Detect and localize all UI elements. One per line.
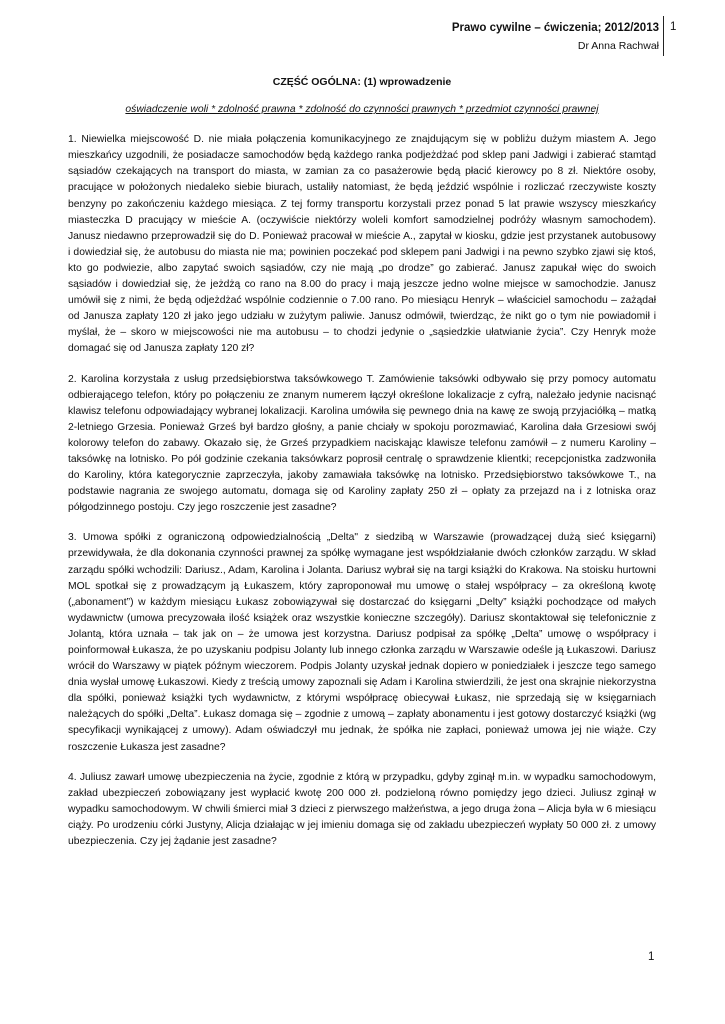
page-header xyxy=(452,19,659,55)
footer-page-number: 1 xyxy=(648,951,655,963)
task-3: 3. Umowa spółki z ograniczoną odpowiedzialnością „Delta" z siedzibą w Warszawie (prowadzącej dużą sieć księgarni) przewidywała, że dla dokonania czynności prawnej za spółkę wymagane jest współdziałanie dwóch członków zarządu. W skład zarządu spółki wchodzili: Dariusz., Adam, Karolina i Jolanta. Dariusz wybrał się na targi książki do Krakowa. Na stoisku hurtowni MOL spotkał się z prowadzącym ją Łukaszem, który zaproponował mu umowę o stałej współpracy – za określoną kwotę („abonament”) w każdym miesiącu Łukasz zobowiązywał się dostarczać do księgarni „Delty” książki pochodzące od małych wydawnictw (umowa precyzowała ilość książek oraz wszystkie konieczne szczegóły). Dariusz skontaktował się telefonicznie z Jolantą, która uznała – tak jak on – że umowa jest korzystna. Dariusz podpisał za spółkę „Delta” umowę o współpracy i poinformował Łukasza, że po uzyskaniu podpisu Jolanty lub innego członka zarządu w Warszawie odeśle ją Łukaszowi. Dariusz wrócił do Warszawy w piątek późnym wieczorem. Podpis Jolanty uzyskał jednak dopiero w poniedziałek i jeszcze tego samego dnia wysłał umowę Łukaszowi. Kiedy z treścią umowy zapoznali się Adam i Karolina stwierdzili, że jest ona skrajnie niekorzystna dla spółki, ponieważ książki tych wydawnictw, z którymi współpracę obiecywał Łukasz, nie sprzedają się w księgarniach należących do spółki „Delta”. Łukasz domaga się – zgodnie z umową – zapłaty abonamentu i jest gotowy dostarczyć książki (wg specyfikacji wynikającej z umowy). Adam oświadczył mu jednak, że spółka nie zapłaci, ponieważ umowa jej nie wiąże. Czy roszczenie Łukasza jest zasadne? xyxy=(68,532,656,753)
keywords-line: oświadczenie woli * zdolność prawna * zdolność do czynności prawnych * przedmiot czynności prawnej xyxy=(125,104,599,116)
document-body xyxy=(68,70,656,864)
task-1: 1. Niewielka miejscowość D. nie miała połączenia komunikacyjnego ze znajdującym się w pobliżu dużym miastem A. Jego mieszkańcy uzgodnili, że posiadacze samochodów będą każdego ranka podjeżdżać pod sklep pani Jadwigi i zabierać stamtąd sąsiadów czekających na transport do miasta, w zamian za co pasażerowie będą płacić kierowcy po 8 zł. Niektóre osoby, pracujące w położonych niedaleko siebie biurach, ustaliły natomiast, że będą jeździć wspólnie i rozliczać rzeczywiste koszty benzyny po zakończeniu każdego miesiąca. Z tej formy transportu korzystali przez ponad 5 lat prawie wszyscy mieszkańcy miasteczka D pracujący w mieście A. (oczywiście niektórzy woleli komfort samodzielnej podróży własnym samochodem). Janusz niedawno przeprowadził się do D. Ponieważ pracował w mieście A., zapytał w kiosku, gdzie jest przystanek autobusowy i dowiedział się, że autobusu do miasta nie ma; powinien poczekać pod sklepem pani Jadwigi i na pewno szybko zjawi się ktoś, kto go podwiezie, albo zapytać swoich sąsiadów, czy nie mają „po drodze” go zabierać. Janusz zapukał więc do swoich sąsiadów i dowiedział się, że jeżdżą co rano na 8.00 do pracy i mają jeszcze jedno wolne miejsce w samochodzie. Janusz umówił się z nimi, że będą odjeżdżać wspólnie codziennie o 7.00 rano. Po miesiącu Henryk – właściciel samochodu – zażądał od Janusza zapłaty 120 zł jako jego udziału w zużytym paliwie. Janusz odmówił, twierdząc, że nikt go o tym nie powiadomił i myślał, że – skoro w miejscowości nie ma autobusu – to chodzi jedynie o „sąsiedzkie ułatwianie życia”. Czy Henryk może domagać się od Janusza zapłaty 120 zł? xyxy=(68,134,656,355)
header-author: Dr Anna Rachwał xyxy=(577,40,659,52)
task-4: 4. Juliusz zawarł umowę ubezpieczenia na życie, zgodnie z którą w przypadku, gdyby zginął m.in. w wypadku samochodowym, zakład ubezpieczeń zobowiązany jest wypłacić kwotę 200 000 zł. podzieloną równo pomiędzy jego dzieci. Juliusz zginął w wypadku samochodowym. W chwili śmierci miał 3 dzieci z pierwszego małżeństwa, a jego druga żona – Alicja była w 6 miesiącu ciąży. Po urodzeniu córki Justyny, Alicja działając w jej imieniu domaga się od zakładu ubezpieczeń wypłaty 50 000 zł. z umowy ubezpieczenia. Czy jej żądanie jest zasadne? xyxy=(68,771,656,848)
task-2: 2. Karolina korzystała z usług przedsiębiorstwa taksówkowego T. Zamówienie taksówki odbywało się przy pomocy automatu odbierającego telefon, który po połączeniu ze znanym numerem łączył określone lokalizacje z cyfrą, należało jedynie nacisnąć klawisz telefonu odpowiadający wybranej lokalizacji. Karolina umówiła się pewnego dnia na kawę ze swoją przyjaciółką – matką 2-letniego Grzesia. Ponieważ Grześ był bardzo głośny, a panie chciały w spokoju porozmawiać, Karolina dała Grzesiowi swój kolorowy telefon do zabawy. Okazało się, że Grześ przypadkiem naciskając klawisze telefonu zamówił – z numeru Karoliny – taksówkę na lotnisko. Po pół godzinie czekania taksówkarz poprosił centralę o sprawdzenie klientki; recepcjonistka zadzwoniła do Karoliny, która kategorycznie zaprzeczyła, jakoby zamawiała taksówkę na lotnisko. Przedsiębiorstwo taksówkowe T., na podstawie nagrania ze swojego automatu, domaga się od Karoliny zapłaty 250 zł – opłaty za przejazd na i z lotniska oraz półgodzinnego postoju. Czy jego roszczenie jest zasadne? xyxy=(68,373,656,514)
header-divider xyxy=(663,16,664,56)
header-title: Prawo cywilne – ćwiczenia; 2012/2013 xyxy=(451,22,659,34)
section-title: CZĘŚĆ OGÓLNA: (1) wprowadzenie xyxy=(272,76,452,88)
header-page-number: 1 xyxy=(670,21,677,33)
